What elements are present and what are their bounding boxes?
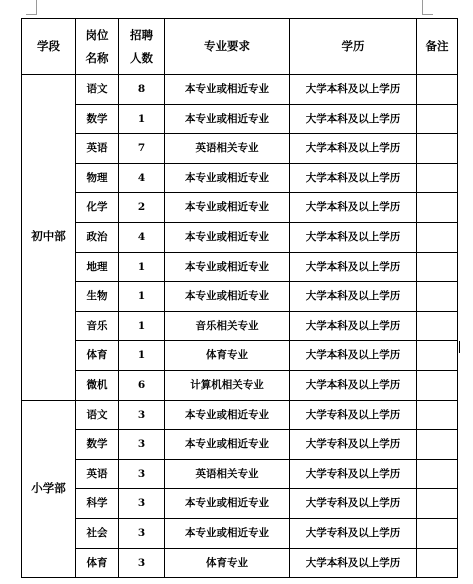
post-cell: 社会 xyxy=(76,518,119,548)
table-row xyxy=(22,430,458,460)
post-cell: 音乐 xyxy=(76,311,119,341)
major-cell: 本专业或相近专业 xyxy=(165,104,290,134)
education-cell: 大学本科及以上学历 xyxy=(290,311,417,341)
table-row xyxy=(22,252,458,282)
remarks-cell xyxy=(417,548,458,578)
major-cell: 本专业或相近专业 xyxy=(165,222,290,252)
education-cell: 大学本科及以上学历 xyxy=(290,370,417,400)
count-cell: 2 xyxy=(119,193,165,223)
education-cell: 大学本科及以上学历 xyxy=(290,548,417,578)
education-cell: 大学专科及以上学历 xyxy=(290,518,417,548)
remarks-cell xyxy=(417,104,458,134)
table-row xyxy=(22,518,458,548)
count-cell: 3 xyxy=(119,548,165,578)
remarks-cell xyxy=(417,252,458,282)
remarks-cell xyxy=(417,400,458,430)
text-cursor xyxy=(459,341,460,353)
header-post: 岗位 名称 xyxy=(76,19,119,75)
count-cell: 1 xyxy=(119,104,165,134)
remarks-cell xyxy=(417,134,458,164)
post-cell: 数学 xyxy=(76,430,119,460)
major-cell: 英语相关专业 xyxy=(165,459,290,489)
remarks-cell xyxy=(417,489,458,519)
table-body xyxy=(22,75,458,578)
count-cell: 3 xyxy=(119,430,165,460)
table-row xyxy=(22,75,458,105)
remarks-cell xyxy=(417,222,458,252)
education-cell: 大学本科及以上学历 xyxy=(290,252,417,282)
page-corner-mark-left xyxy=(26,0,37,15)
education-cell: 大学专科及以上学历 xyxy=(290,459,417,489)
post-cell: 英语 xyxy=(76,459,119,489)
table-row xyxy=(22,459,458,489)
remarks-cell xyxy=(417,370,458,400)
major-cell: 本专业或相近专业 xyxy=(165,489,290,519)
remarks-cell xyxy=(417,163,458,193)
post-cell: 语文 xyxy=(76,75,119,105)
count-cell: 6 xyxy=(119,370,165,400)
table-row xyxy=(22,400,458,430)
major-cell: 体育专业 xyxy=(165,548,290,578)
count-cell: 4 xyxy=(119,163,165,193)
post-cell: 地理 xyxy=(76,252,119,282)
major-cell: 计算机相关专业 xyxy=(165,370,290,400)
table-row xyxy=(22,222,458,252)
header-education: 学历 xyxy=(290,19,417,75)
major-cell: 本专业或相近专业 xyxy=(165,282,290,312)
education-cell: 大学本科及以上学历 xyxy=(290,282,417,312)
remarks-cell xyxy=(417,430,458,460)
post-cell: 科学 xyxy=(76,489,119,519)
header-section: 学段 xyxy=(22,19,76,75)
remarks-cell xyxy=(417,341,458,371)
post-cell: 体育 xyxy=(76,548,119,578)
count-cell: 4 xyxy=(119,222,165,252)
education-cell: 大学专科及以上学历 xyxy=(290,400,417,430)
education-cell: 大学本科及以上学历 xyxy=(290,134,417,164)
recruitment-table xyxy=(21,18,458,578)
education-cell: 大学专科及以上学历 xyxy=(290,489,417,519)
remarks-cell xyxy=(417,75,458,105)
count-cell: 3 xyxy=(119,518,165,548)
post-cell: 英语 xyxy=(76,134,119,164)
major-cell: 本专业或相近专业 xyxy=(165,518,290,548)
education-cell: 大学专科及以上学历 xyxy=(290,430,417,460)
major-cell: 体育专业 xyxy=(165,341,290,371)
table-row xyxy=(22,311,458,341)
count-cell: 3 xyxy=(119,459,165,489)
table-row xyxy=(22,193,458,223)
major-cell: 本专业或相近专业 xyxy=(165,430,290,460)
table-row xyxy=(22,282,458,312)
table-row xyxy=(22,341,458,371)
section-cell: 小学部 xyxy=(22,400,76,578)
table-row xyxy=(22,134,458,164)
table-row xyxy=(22,163,458,193)
major-cell: 本专业或相近专业 xyxy=(165,400,290,430)
count-cell: 7 xyxy=(119,134,165,164)
post-cell: 体育 xyxy=(76,341,119,371)
page-corner-mark-right xyxy=(422,0,433,15)
header-count: 招聘 人数 xyxy=(119,19,165,75)
post-cell: 数学 xyxy=(76,104,119,134)
education-cell: 大学本科及以上学历 xyxy=(290,163,417,193)
table-row xyxy=(22,370,458,400)
major-cell: 本专业或相近专业 xyxy=(165,163,290,193)
education-cell: 大学本科及以上学历 xyxy=(290,193,417,223)
section-cell: 初中部 xyxy=(22,75,76,401)
remarks-cell xyxy=(417,518,458,548)
header-remarks: 备注 xyxy=(417,19,458,75)
post-cell: 物理 xyxy=(76,163,119,193)
remarks-cell xyxy=(417,459,458,489)
remarks-cell xyxy=(417,282,458,312)
education-cell: 大学本科及以上学历 xyxy=(290,222,417,252)
count-cell: 1 xyxy=(119,252,165,282)
post-cell: 生物 xyxy=(76,282,119,312)
education-cell: 大学本科及以上学历 xyxy=(290,341,417,371)
major-cell: 音乐相关专业 xyxy=(165,311,290,341)
education-cell: 大学本科及以上学历 xyxy=(290,75,417,105)
major-cell: 本专业或相近专业 xyxy=(165,193,290,223)
post-cell: 微机 xyxy=(76,370,119,400)
remarks-cell xyxy=(417,311,458,341)
count-cell: 1 xyxy=(119,282,165,312)
count-cell: 8 xyxy=(119,75,165,105)
count-cell: 1 xyxy=(119,311,165,341)
major-cell: 本专业或相近专业 xyxy=(165,75,290,105)
remarks-cell xyxy=(417,193,458,223)
post-cell: 化学 xyxy=(76,193,119,223)
table-row xyxy=(22,104,458,134)
education-cell: 大学本科及以上学历 xyxy=(290,104,417,134)
major-cell: 本专业或相近专业 xyxy=(165,252,290,282)
table-row xyxy=(22,489,458,519)
count-cell: 3 xyxy=(119,489,165,519)
header-row xyxy=(22,19,458,75)
post-cell: 政治 xyxy=(76,222,119,252)
post-cell: 语文 xyxy=(76,400,119,430)
count-cell: 3 xyxy=(119,400,165,430)
table-row xyxy=(22,548,458,578)
count-cell: 1 xyxy=(119,341,165,371)
major-cell: 英语相关专业 xyxy=(165,134,290,164)
header-major: 专业要求 xyxy=(165,19,290,75)
